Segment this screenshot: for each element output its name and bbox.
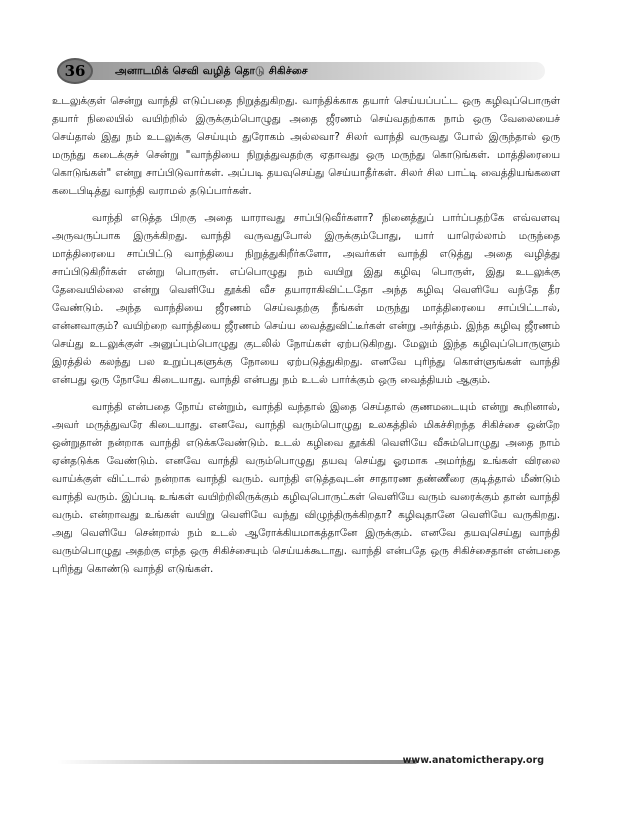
footer-decorative-bar	[57, 760, 417, 764]
paragraph-3: வாந்தி என்பதை நோய் என்றும், வாந்தி வந்தால் இதை செய்தால் குணமடையும் என்று கூறினால், அவர் மருத்துவரே கிடையாது. எனவே, வாந்தி வரும்பொழுது உலகத்தில் மிகச்சிறந்த சிகிச்சை ஒன்றே ஒன்றுதான் நன்றாக வாந்தி எடுக்கவேண்டும். உடல் கழிவை தூக்கி வெளியே வீசும்பொழுது அதை நாம் ஏன்தடுக்க வேண்டும். எனவே வாந்தி வரும்பொழுது தயவு செய்து ஓரமாக அமர்ந்து உங்கள் விரலை வாய்க்குள் விட்டால் நன்றாக வாந்தி வரும். வாந்தி எடுத்தவுடன் சாதாரண தண்ணீரை குடித்தால் மீண்டும் வாந்தி வரும். இப்படி உங்கள் வயிற்றிலிருக்கும் கழிவுபொருட்கள் வெளியே வரும் வரைக்கும் தான் வாந்தி வரும். என்றாவது உங்கள் வயிறு வெளியே வந்து விழுந்திருக்கிறதா? கழிவுதானே வெளியே வருகிறது. அது வெளியே சென்றால் நம் உடல் ஆரோக்கியமாகத்தானே இருக்கும். எனவே தயவுசெய்து வாந்தி வரும்பொழுது அதற்கு எந்த ஒரு சிகிச்சையும் செய்யக்கூடாது. வாந்தி என்பதே ஒரு சிகிச்சைதான் என்பதை புரிந்து கொண்டு வாந்தி எடுங்கள்.	[52, 400, 560, 576]
body-text	[52, 92, 560, 586]
footer-url: www.anatomictherapy.org	[402, 755, 544, 766]
page-number-badge	[57, 58, 93, 84]
page-number: 36	[64, 62, 86, 80]
paragraph-1: உடலுக்குள் சென்று வாந்தி எடுப்பதை நிறுத்துகிறது. வாந்திக்காக தயார் செய்யப்பட்ட ஒரு கழிவுப்பொருள் தயார் நிலையில் வயிற்றில் இருக்கும்பொழுது அதை ஜீரணம் செய்வதற்காக நாம் ஒரு வேலையைச் செய்தால் இது நம் உடலுக்கு செய்யும் துரோகம் அல்லவா? சிலர் வாந்தி வருவது போல் இருந்தால் ஒரு மருந்து கடைக்குச் சென்று "வாந்தியை நிறுத்துவதற்கு ஏதாவது ஒரு மருந்து கொடுங்கள். மாத்திரையை கொடுங்கள்" என்று சாப்பிடுவார்கள். அப்படி தயவுசெய்து செய்யாதீர்கள். சிலர் சில பாட்டி வைத்தியங்களை கடைபிடித்து வாந்தி வராமல் தடுப்பார்கள்.	[52, 95, 560, 198]
page-header	[57, 58, 547, 84]
running-title-bar	[85, 62, 545, 80]
page-footer	[57, 755, 544, 769]
running-title: அனாடமிக் செவி வழித் தொடு சிகிச்சை	[115, 64, 308, 77]
paragraph-2: வாந்தி எடுத்த பிறகு அதை யாராவது சாப்பிடுவீர்களா? நினைத்துப் பார்ப்பதற்கே எவ்வளவு அருவருப்பாக இருக்கிறது. வாந்தி வருவதுபோல் இருக்கும்போது, யார் யாரெல்லாம் மருந்தை மாத்திரையை சாப்பிட்டு வாந்தியை நிறுத்துகிறீர்களோ, அவர்கள் வாந்தி எடுத்து அதை வழித்து சாப்பிடுகிறீர்கள் என்று பொருள். எப்பொழுது நம் வயிறு இது கழிவு பொருள், இது உடலுக்கு தேவையில்லை என்று வெளியே தூக்கி வீச தயாராகிவிட்டதோ அந்த கழிவு வெளியே வந்தே தீர வேண்டும். அந்த வாந்தியை ஜீரணம் செய்வதற்கு நீங்கள் மருந்து மாத்திரையை சாப்பிட்டால், என்னவாகும்? வயிற்றை வாந்தியை ஜீரணம் செய்ய வைத்துவிட்டீர்கள் என்று அர்த்தம். இந்த கழிவு ஜீரணம் செய்து உடலுக்குள் அனுப்பும்பொழுது குடலில் நோய்கள் ஏற்படுகிறது. மேலும் இந்த கழிவுப்பொருளும் இரத்தில் கலந்து பல உறுப்புகளுக்கு நோயை ஏற்படுத்துகிறது. எனவே புரிந்து கொள்ளுங்கள் வாந்தி என்பது ஒரு நோயே கிடையாது. வாந்தி என்பது நம் உடல் பார்க்கும் ஒரு வைத்தியம் ஆகும்.	[52, 211, 560, 387]
